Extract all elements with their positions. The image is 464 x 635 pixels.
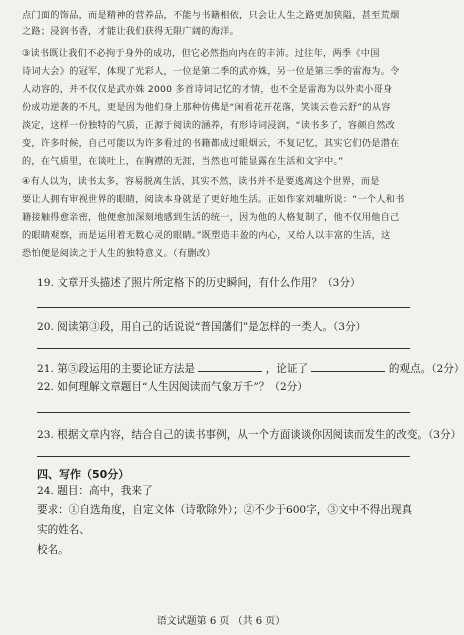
passage-line: 的，在气质里，在谈吐上，在胸襟的无涯，当然也可能显露在生活和文字中。” [22,156,344,167]
passage-line: 之路；浸润书香，才能让我们获得无限广阔的海洋。 [22,26,240,37]
passage-line: 诗词大会》的冠军，体现了光彩人，一位是第二季的武亦姝，另一位是第三季的雷海为。令 [22,66,400,77]
passage-line: 点门面的饰品，而是精神的营养品，不能与书籍相依，只会让人生之路更加狭隘，甚至荒烟 [22,10,400,21]
section-title: 四、写作（50分） [37,468,130,481]
question-23 [37,428,462,442]
question-number: 19. [37,277,54,289]
passage-line: 人动容的，并不仅仅是武亦姝 2000 多首诗词记忆的才情，也不全是雷海为以外卖小哥身 [22,84,393,95]
question-22 [37,380,428,394]
blank-method[interactable] [198,360,262,372]
answer-line-22[interactable] [37,412,410,413]
passage-line: 要让人拥有审视世界的眼睛，阅读本身就是了更好地生活。正如作家刘墉所说：“一个人和书 [22,194,405,205]
answer-line-23[interactable] [37,456,410,457]
question-number: 20. [37,321,54,333]
writing-prompt [37,484,428,498]
question-number: 23. [37,429,54,441]
question-text: 阅读第③段，用自己的话说说“普国藩们”是怎样的一类人。（3分） [57,321,367,333]
passage-line: 淡定，这样一份独特的气质，正源于阅读的涵养，有形诗词浸润，“读书多了，容颜自然改 [22,120,396,131]
question-20 [37,320,428,334]
passage-line: ③读书既让我们不必拘于身外的成功，但它必然指向内在的丰沛。过往年，两季《中国 [22,48,380,59]
question-text: 根据文章内容，结合自己的读书事例，从一个方面谈谈你因阅读而发生的改变。（3分） [57,429,462,441]
question-text-a: 第⑤段运用的主要论证方法是 [57,363,195,375]
passage-line: ④有人以为，读书太多，容易脱离生活，其实不然，读书并不是要逃离这个世界，而是 [22,176,380,187]
answer-line-19[interactable] [37,307,410,308]
question-21 [37,360,464,376]
question-text-b: ，论证了 [265,363,309,375]
answer-line-20[interactable] [37,348,410,349]
blank-viewpoint[interactable] [311,360,385,372]
question-number: 21. [37,363,54,375]
passage-line: 变，许多时候，自己可能以为许多看过的书籍都成过眼烟云，不复记忆，其实它们仍是潜在 [22,138,400,149]
requirements-line-1: 要求：①自选角度，自定文体（诗歌除外）；②不少于600字，③文中不得出现真实的姓名、 [37,504,413,536]
passage-line: 份成功逆袭的不凡，更是因为他们身上那种仿佛是“闲看花开花落，笑谈云卷云舒”的从容 [22,102,391,113]
prompt-title: 题目：高中，我来了 [57,485,153,497]
passage-line: 的眼睛观察，而是运用着无数心灵的眼睛。”既塑造丰盈的内心，又给人以丰富的生活，这 [22,230,391,241]
passage-line: 籍接触得愈亲密，他便愈加深刻地感到生活的统一，因为他的人格复制了，他不仅用他自己 [22,212,400,223]
question-number: 22. [37,381,54,393]
question-text: 文章开头描述了照片所定格下的历史瞬间，有什么作用？（3分） [57,277,361,289]
question-text: 如何理解文章题目“人生因阅读而气象万千”？（2分） [57,381,308,393]
prompt-number: 24. [37,485,54,497]
passage-line: 恐怕便是阅读之于人生的独特意义。（有删改） [22,248,216,259]
writing-requirements [37,500,422,560]
page-footer: 语文试题第 6 页 （共 6 页） [156,616,286,627]
requirements-line-2: 校名。 [37,544,69,556]
question-19 [37,276,428,290]
question-text-c: 的观点。（2分） [388,363,464,375]
